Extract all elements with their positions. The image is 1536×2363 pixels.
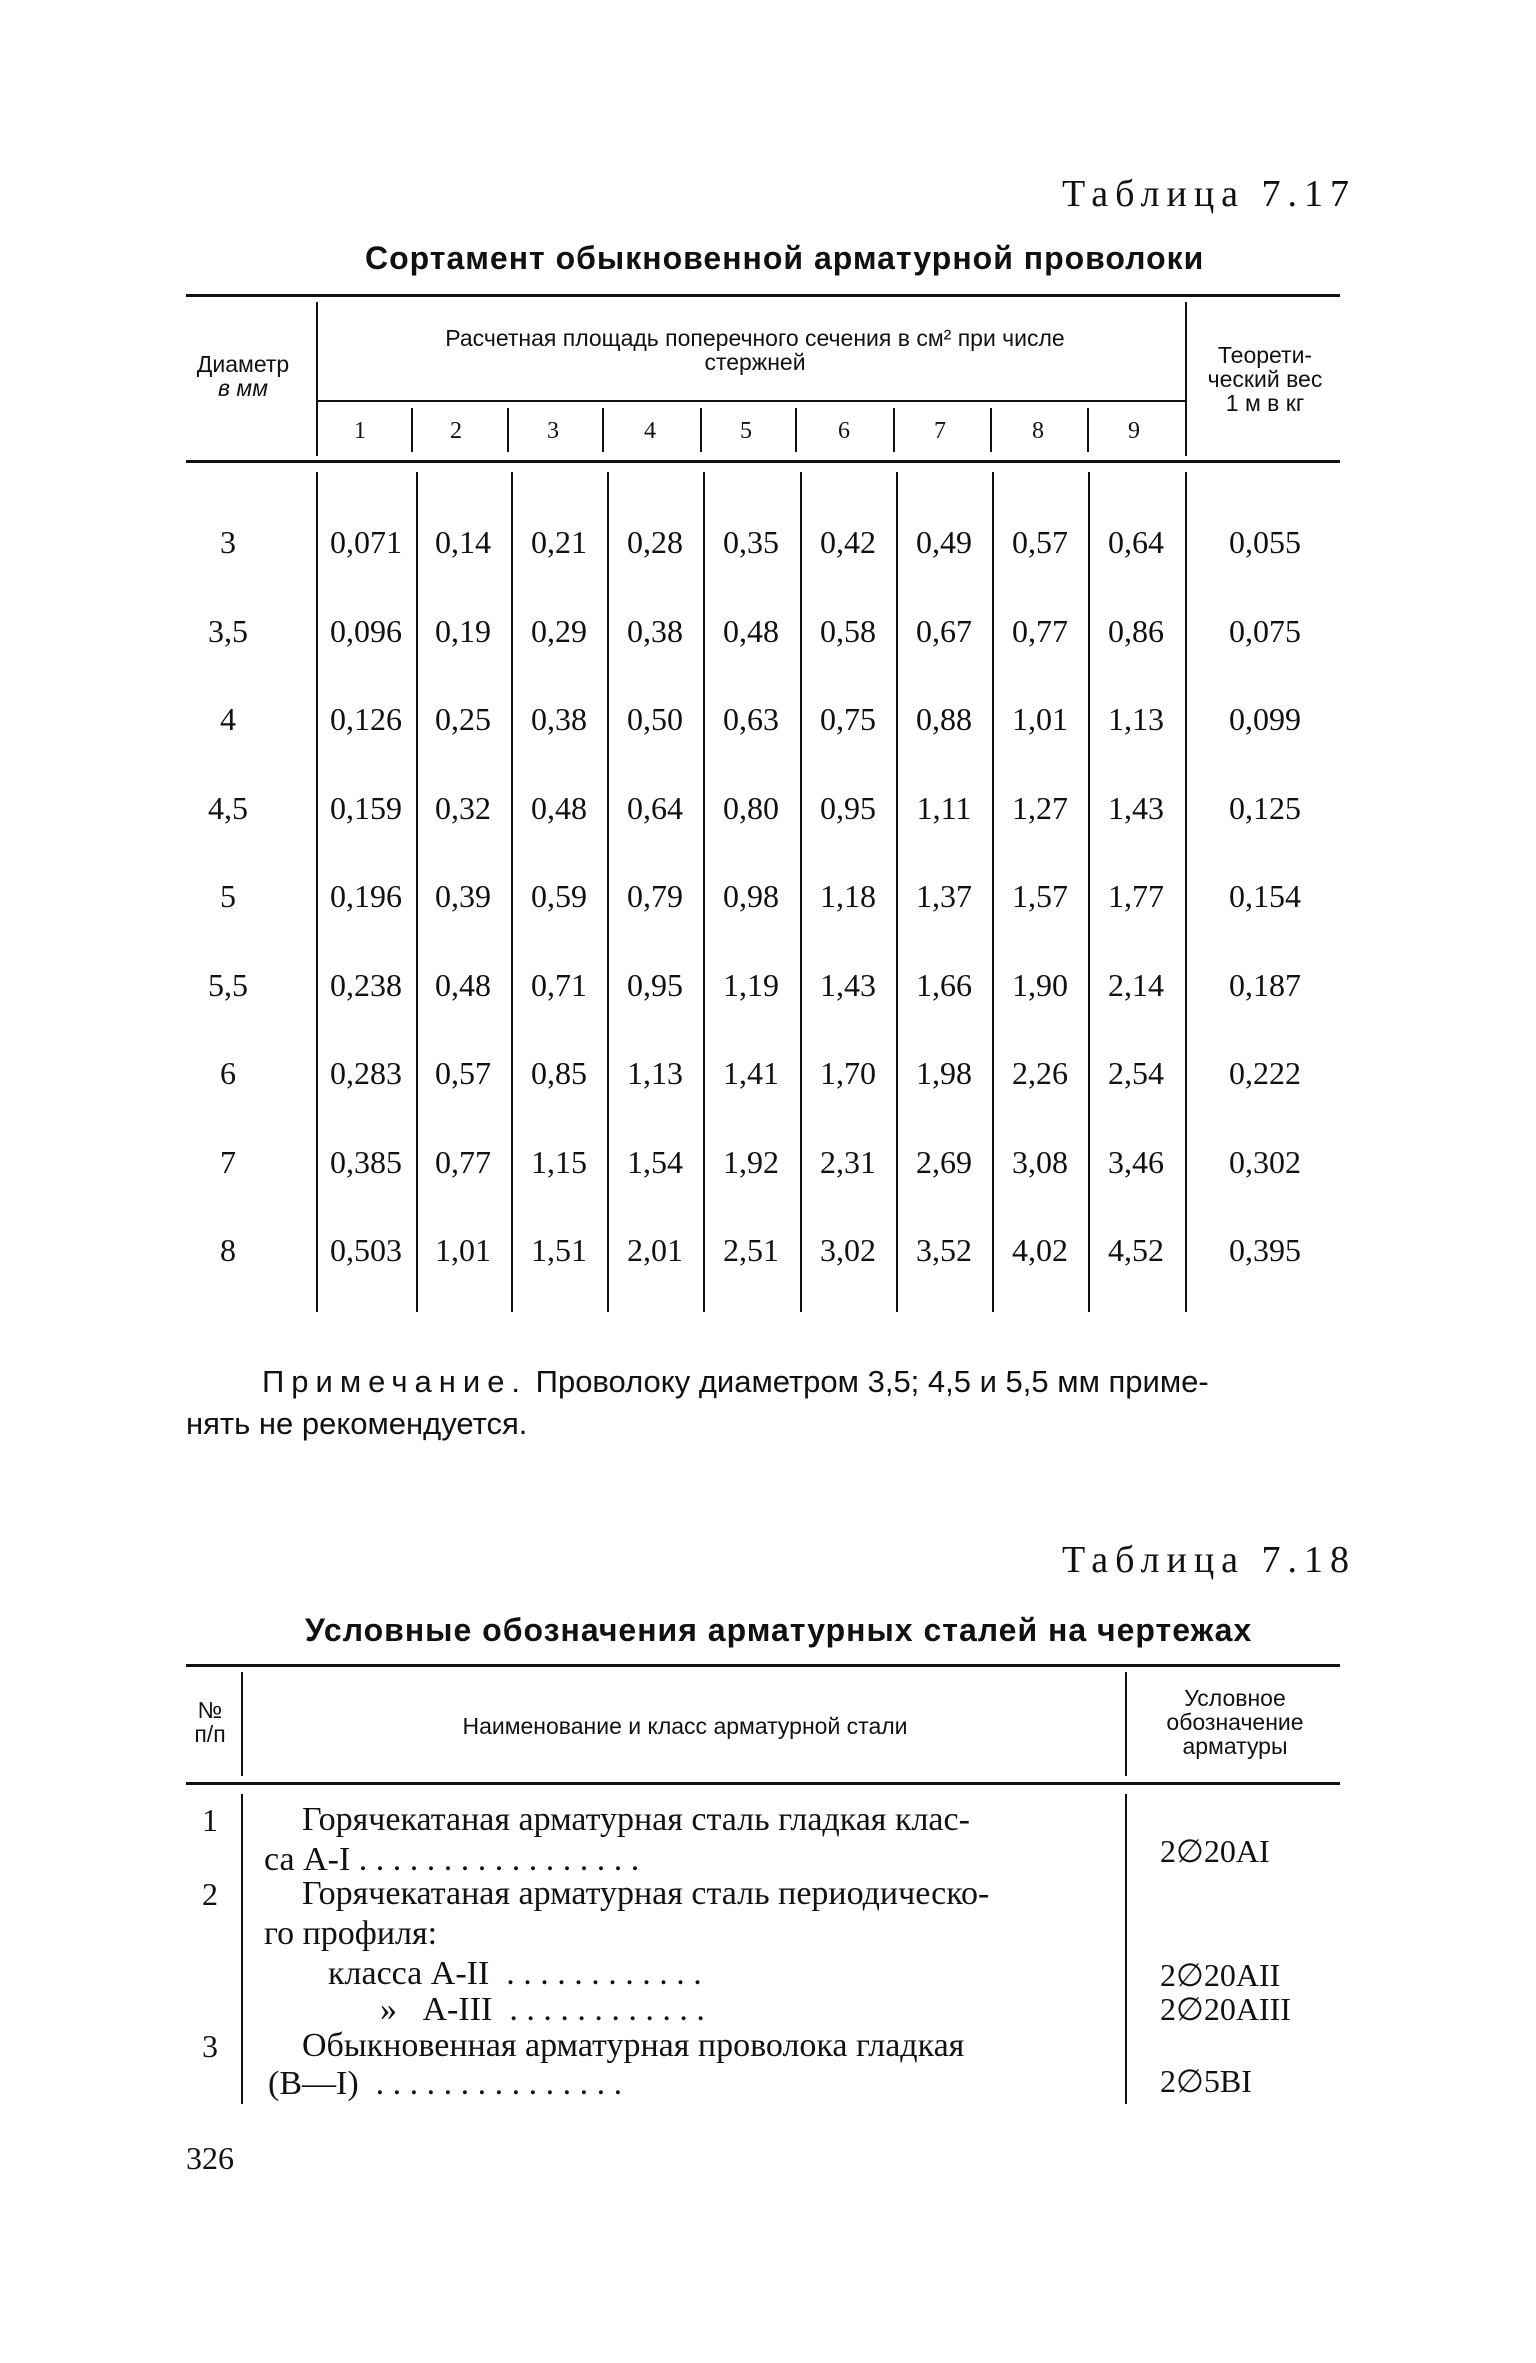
table2-header-rule [186,1782,1340,1785]
weight-cell: 0,055 [1229,524,1301,560]
diameter-cell: 5 [220,878,236,914]
area-cell: 0,196 [330,878,402,914]
count-header: 4 [644,418,656,444]
diameter-cell: 8 [220,1232,236,1268]
table1-header-divider [795,408,797,452]
steel-symbol: 2∅20AIII [1160,1991,1291,2027]
header-area-line: Расчетная площадь поперечного сечения в см² при числе [445,325,1065,351]
steel-subclass-line: класса А-II . . . . . . . . . . . . [328,1955,702,1992]
area-cell: 0,57 [435,1055,491,1091]
note-text-line2: нять не рекомендуется. [186,1406,528,1441]
area-cell: 3,02 [820,1232,876,1268]
steel-symbol: 2∅5BI [1160,2063,1252,2099]
area-cell: 1,90 [1012,967,1068,1003]
area-cell: 1,18 [820,878,876,914]
table1-header-divider [316,302,318,456]
area-cell: 0,32 [435,790,491,826]
table2-caption: Таблица 7.18 [1062,1539,1357,1581]
weight-cell: 0,222 [1229,1055,1301,1091]
area-cell: 0,98 [723,878,779,914]
area-cell: 0,79 [627,878,683,914]
header-symbol-line: Условное [1184,1685,1286,1711]
table2-top-rule [186,1664,1340,1667]
table1-top-rule [186,294,1340,297]
table2-column-line [241,1794,243,2104]
area-cell: 1,01 [1012,701,1068,737]
area-cell: 1,15 [531,1144,587,1180]
area-cell: 1,77 [1108,878,1164,914]
area-cell: 4,02 [1012,1232,1068,1268]
area-cell: 0,64 [627,790,683,826]
header-number [180,1698,240,1746]
count-header: 9 [1128,418,1140,444]
area-cell: 0,159 [330,790,402,826]
area-cell: 0,57 [1012,524,1068,560]
area-cell: 0,28 [627,524,683,560]
area-cell: 1,13 [1108,701,1164,737]
area-cell: 1,13 [627,1055,683,1091]
area-cell: 0,77 [1012,613,1068,649]
area-cell: 1,70 [820,1055,876,1091]
steel-name-line: Горячекатаная арматурная сталь периодическо- [302,1875,990,1912]
area-cell: 1,43 [1108,790,1164,826]
weight-cell: 0,075 [1229,613,1301,649]
area-cell: 2,14 [1108,967,1164,1003]
diameter-cell: 4 [220,701,236,737]
area-cell: 2,01 [627,1232,683,1268]
table1-title: Сортамент обыкновенной арматурной проволоки [365,240,1205,276]
area-cell: 0,38 [531,701,587,737]
area-cell: 0,283 [330,1055,402,1091]
area-cell: 0,63 [723,701,779,737]
diameter-cell: 6 [220,1055,236,1091]
steel-subclass-line: » А-III . . . . . . . . . . . . [380,1991,705,2028]
table1-header-divider [507,408,509,452]
area-cell: 2,31 [820,1144,876,1180]
steel-symbol: 2∅20AI [1160,1833,1270,1869]
table1-header-divider [990,408,992,452]
area-cell: 2,51 [723,1232,779,1268]
area-cell: 0,39 [435,878,491,914]
area-cell: 1,57 [1012,878,1068,914]
header-diameter-line: в мм [218,375,268,401]
area-cell: 3,52 [916,1232,972,1268]
count-header: 1 [354,418,366,444]
area-cell: 1,92 [723,1144,779,1180]
area-cell: 0,85 [531,1055,587,1091]
header-number-line: № [197,1697,223,1723]
area-cell: 0,95 [820,790,876,826]
area-cell: 0,80 [723,790,779,826]
count-header: 3 [547,418,559,444]
diameter-cell: 5,5 [208,967,248,1003]
area-cell: 0,88 [916,701,972,737]
table1-subheader-rule [318,400,1186,402]
table1-header-divider [893,408,895,452]
table1-caption: Таблица 7.17 [1062,173,1357,215]
diameter-cell: 7 [220,1144,236,1180]
header-symbol-line: обозначение [1166,1709,1304,1735]
table2-header-divider [241,1672,243,1776]
area-cell: 0,48 [435,967,491,1003]
count-header: 8 [1032,418,1044,444]
count-header: 7 [934,418,946,444]
header-weight [1195,343,1335,415]
count-header: 2 [450,418,462,444]
weight-cell: 0,099 [1229,701,1301,737]
area-cell: 0,503 [330,1232,402,1268]
area-cell: 0,71 [531,967,587,1003]
weight-cell: 0,125 [1229,790,1301,826]
header-number-line: п/п [194,1721,226,1747]
area-cell: 1,51 [531,1232,587,1268]
area-cell: 0,35 [723,524,779,560]
area-cell: 1,01 [435,1232,491,1268]
row-number: 2 [202,1876,218,1912]
header-area-line: стержней [704,349,806,375]
header-diameter [178,352,308,400]
table1-header-divider [1185,302,1187,456]
area-cell: 3,46 [1108,1144,1164,1180]
area-cell: 0,14 [435,524,491,560]
row-number: 3 [202,2028,218,2064]
area-cell: 2,26 [1012,1055,1068,1091]
table1-header-divider [1087,408,1089,452]
count-header: 6 [838,418,850,444]
weight-cell: 0,187 [1229,967,1301,1003]
area-cell: 1,27 [1012,790,1068,826]
area-cell: 0,58 [820,613,876,649]
steel-name-line: Горячекатаная арматурная сталь гладкая клас- [302,1801,970,1838]
area-cell: 0,42 [820,524,876,560]
header-area [330,326,1180,374]
area-cell: 1,11 [916,790,972,826]
area-cell: 0,25 [435,701,491,737]
steel-name-line: Обыкновенная арматурная проволока гладкая [302,2027,965,2064]
area-cell: 1,37 [916,878,972,914]
area-cell: 0,238 [330,967,402,1003]
steel-symbol: 2∅20AII [1160,1957,1281,1993]
area-cell: 0,75 [820,701,876,737]
area-cell: 1,19 [723,967,779,1003]
area-cell: 0,50 [627,701,683,737]
table1-header-divider [411,408,413,452]
area-cell: 0,59 [531,878,587,914]
header-weight-line: 1 м в кг [1225,390,1305,416]
header-diameter-line: Диаметр [196,351,290,377]
header-weight-line: ческий вес [1207,366,1323,392]
area-cell: 0,071 [330,524,402,560]
table1-header-rule [186,460,1340,463]
table2-column-line [1125,1794,1127,2104]
steel-name-line: са А-I . . . . . . . . . . . . . . . . . [264,1841,640,1878]
table2-header-divider [1125,1672,1127,1776]
area-cell: 0,64 [1108,524,1164,560]
note [262,1362,1209,1402]
area-cell: 0,096 [330,613,402,649]
area-cell: 0,21 [531,524,587,560]
area-cell: 0,48 [531,790,587,826]
area-cell: 0,95 [627,967,683,1003]
area-cell: 0,385 [330,1144,402,1180]
area-cell: 1,43 [820,967,876,1003]
area-cell: 0,126 [330,701,402,737]
area-cell: 4,52 [1108,1232,1164,1268]
area-cell: 0,49 [916,524,972,560]
note-text-line1: Проволоку диаметром 3,5; 4,5 и 5,5 мм приме- [535,1364,1209,1399]
area-cell: 0,29 [531,613,587,649]
table2-title: Условные обозначения арматурных сталей на чертежах [305,1612,1253,1648]
table1-header-divider [700,408,702,452]
steel-name-line: (В—I) . . . . . . . . . . . . . . . [268,2065,623,2102]
header-symbol [1130,1686,1340,1758]
area-cell: 3,08 [1012,1144,1068,1180]
row-number: 1 [202,1802,218,1838]
weight-cell: 0,395 [1229,1232,1301,1268]
diameter-cell: 3,5 [208,613,248,649]
area-cell: 1,66 [916,967,972,1003]
area-cell: 1,41 [723,1055,779,1091]
note-label: Примечание. [262,1364,528,1399]
area-cell: 2,69 [916,1144,972,1180]
area-cell: 0,67 [916,613,972,649]
area-cell: 1,54 [627,1144,683,1180]
weight-cell: 0,154 [1229,878,1301,914]
area-cell: 1,98 [916,1055,972,1091]
weight-cell: 0,302 [1229,1144,1301,1180]
header-steel-name: Наименование и класс арматурной стали [462,1713,908,1739]
steel-name-line: го профиля: [264,1915,438,1952]
area-cell: 0,48 [723,613,779,649]
table1-column-line [1185,472,1187,1312]
area-cell: 0,86 [1108,613,1164,649]
diameter-cell: 4,5 [208,790,248,826]
area-cell: 0,19 [435,613,491,649]
diameter-cell: 3 [220,524,236,560]
table1-header-divider [602,408,604,452]
page-number: 326 [186,2140,234,2176]
header-weight-line: Теорети- [1217,342,1313,368]
area-cell: 0,77 [435,1144,491,1180]
area-cell: 0,38 [627,613,683,649]
header-symbol-line: арматуры [1182,1733,1288,1759]
count-header: 5 [740,418,752,444]
area-cell: 2,54 [1108,1055,1164,1091]
